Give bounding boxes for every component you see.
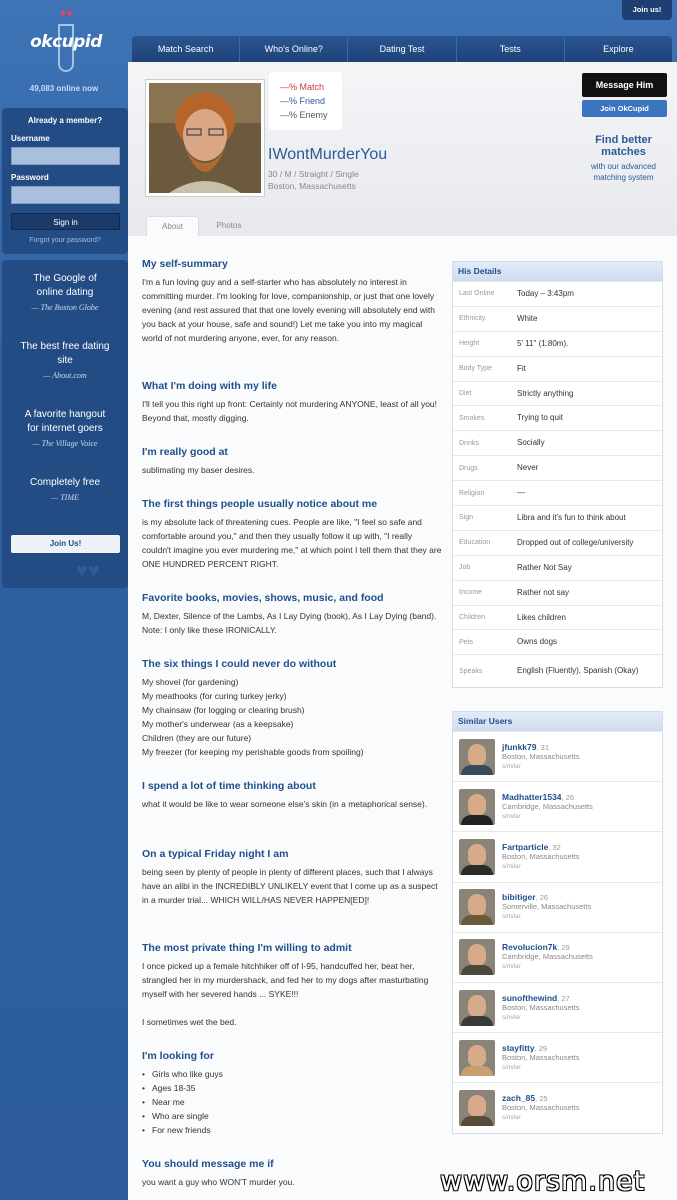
quote-text: The best free dating site xyxy=(20,341,110,366)
detail-key: Speaks xyxy=(459,667,483,675)
similar-user-name[interactable] xyxy=(502,993,580,1003)
quote-source: — TIME xyxy=(51,493,79,502)
detail-row xyxy=(453,281,662,306)
detail-value: Never xyxy=(517,463,539,473)
main-nav xyxy=(132,36,672,62)
similar-user-handle[interactable]: jfunkk79 xyxy=(502,741,537,752)
detail-row xyxy=(453,480,662,505)
essay-section xyxy=(142,780,442,811)
similar-user-tag: similar xyxy=(502,1063,521,1071)
logo-text: okcupid xyxy=(30,32,102,52)
similar-user-info xyxy=(502,892,591,922)
avatar-shirt xyxy=(461,1016,493,1026)
essay-body-2: I sometimes wet the bed. xyxy=(142,1017,237,1027)
detail-row xyxy=(453,605,662,630)
list-item: • Ages 18-35 xyxy=(142,1081,442,1095)
similar-user-handle[interactable]: sunofthewind xyxy=(502,992,558,1003)
similar-users-panel xyxy=(452,711,663,1134)
similar-user-age: , 27 xyxy=(557,993,570,1003)
detail-row xyxy=(453,555,662,580)
avatar-shirt xyxy=(461,865,493,875)
nav-whos-online[interactable]: Who's Online? xyxy=(240,36,348,62)
avatar-shirt xyxy=(461,815,493,825)
quote-text: Completely free xyxy=(29,477,101,488)
similar-user-name[interactable] xyxy=(502,742,580,752)
detail-row xyxy=(453,430,662,455)
similar-user-row[interactable] xyxy=(453,982,662,1032)
essay-section xyxy=(142,1158,442,1189)
avatar[interactable] xyxy=(459,939,495,975)
detail-value: Libra and it's fun to think about xyxy=(517,512,626,522)
similar-user-info xyxy=(502,792,593,822)
friend-percent: —% Friend xyxy=(280,96,326,106)
similar-user-age: , 26 xyxy=(561,792,575,802)
essay-body: I once picked up a female hitchhiker off of I-95, handcuffed her, beat her, strangled her in my murdershack, and fed her to my dogs after masturbating myself with her severed hands ... SYKE!!! xyxy=(142,961,429,999)
login-box xyxy=(2,108,128,254)
match-scores xyxy=(269,72,342,130)
nav-dating-test[interactable]: Dating Test xyxy=(348,36,456,62)
similar-user-location: Cambridge, Massachusetts xyxy=(502,952,593,962)
essay-title: You should message me if xyxy=(142,1158,274,1170)
quote-source: — The Boston Globe xyxy=(31,303,99,312)
quote xyxy=(2,340,128,380)
avatar-shirt xyxy=(461,915,493,925)
avatar-face xyxy=(468,794,486,816)
password-label: Password xyxy=(11,173,49,182)
similar-user-name[interactable] xyxy=(502,842,580,852)
find-better-matches-link[interactable] xyxy=(576,134,671,183)
detail-value: Fit xyxy=(517,363,526,373)
avatar[interactable] xyxy=(459,1090,495,1126)
nav-tests[interactable]: Tests xyxy=(457,36,565,62)
avatar-shirt xyxy=(461,965,493,975)
avatar-shirt xyxy=(461,1116,493,1126)
detail-value: Today – 3:43pm xyxy=(517,288,574,298)
essay-section xyxy=(142,848,442,907)
similar-user-location: Somerville, Massachusetts xyxy=(502,902,592,912)
similar-title: Similar Users xyxy=(453,712,662,731)
essay-body: I'm a fun loving guy and a self-starter who has absolutely no interest in committing murder. I'm looking for love, companionship, or just that one lovely evening (and rest assured that that one lovely evening will absolutely end with you back at your house, safe and sound!) Let me take you into my magical world of not murdering anyone, ever, for any reason. xyxy=(142,277,435,343)
essay-section xyxy=(142,1050,442,1137)
detail-row xyxy=(453,306,662,331)
avatar[interactable] xyxy=(459,990,495,1026)
avatar-face xyxy=(468,1045,486,1067)
detail-key: Sign xyxy=(459,514,474,522)
hearts-icon: ♥♥ xyxy=(60,8,74,20)
essay-body: M, Dexter, Silence of the Lambs, As I Lay Dying (book), As I Lay Dying (band). Note: I only like these IRONICALLY. xyxy=(142,611,437,635)
okcupid-logo[interactable] xyxy=(28,8,104,78)
detail-value: Strictly anything xyxy=(517,388,574,398)
essay-line: Children (they are our future) xyxy=(142,733,252,743)
detail-row xyxy=(453,505,662,530)
essay-section xyxy=(142,658,442,759)
similar-user-row[interactable] xyxy=(453,1082,662,1132)
essay-body: what it would be like to wear someone else's skin (in a metaphorical sense). xyxy=(142,799,428,809)
detail-value: Trying to quit xyxy=(517,413,563,423)
avatar[interactable] xyxy=(459,839,495,875)
similar-user-tag: similar xyxy=(502,913,521,921)
similar-user-handle[interactable]: Fartparticle xyxy=(502,841,549,852)
essay-title: The first things people usually notice about me xyxy=(142,498,378,510)
detail-row xyxy=(453,580,662,605)
similar-user-info xyxy=(502,742,580,772)
essay-line: My mother's underwear (as a keepsake) xyxy=(142,719,294,729)
detail-key: Ethnicity xyxy=(459,315,486,323)
similar-user-row[interactable] xyxy=(453,932,662,982)
similar-user-row[interactable] xyxy=(453,1032,662,1082)
detail-value: English (Fluently), Spanish (Okay) xyxy=(517,666,639,676)
detail-value: Rather Not Say xyxy=(517,562,572,572)
avatar-face xyxy=(468,844,486,866)
avatar-shirt xyxy=(461,765,493,775)
essay-title: What I'm doing with my life xyxy=(142,380,277,392)
similar-user-location: Boston, Massachusetts xyxy=(502,1002,580,1012)
detail-value: 5' 11" (1.80m). xyxy=(517,338,569,348)
message-him-button[interactable]: Message Him xyxy=(582,73,667,97)
list-item: • Near me xyxy=(142,1095,442,1109)
essay-section xyxy=(142,380,442,425)
list-item: • For new friends xyxy=(142,1123,442,1137)
forgot-password-link[interactable]: Forgot your password? xyxy=(29,237,101,244)
list-item: • Who are single xyxy=(142,1109,442,1123)
similar-user-age: , 29 xyxy=(557,943,570,953)
detail-value: Owns dogs xyxy=(517,637,558,647)
quote-text: A favorite hangout for internet goers xyxy=(24,409,106,434)
detail-key: Pets xyxy=(459,638,474,646)
join-okcupid-button[interactable]: Join OkCupid xyxy=(582,100,667,117)
essay-title: My self-summary xyxy=(142,258,228,270)
essay-title: I spend a lot of time thinking about xyxy=(142,780,316,792)
top-join-button[interactable]: Join us! xyxy=(622,0,672,20)
essay-body: is my absolute lack of threatening cues. People are like, "I feel so safe and comfortable around you," and then they usually follow it up with, "I really couldn't imagine you ever murdering me," at which point I tell them that they are ONE HUNDRED PERCENT RIGHT. xyxy=(142,517,442,569)
essay-body: you want a guy who WON'T murder you. xyxy=(142,1177,295,1187)
tab-about[interactable]: About xyxy=(146,216,199,236)
main-panel xyxy=(128,62,677,1200)
essay-line: My chainsaw (for logging or clearing brush) xyxy=(142,705,305,715)
detail-value: Likes children xyxy=(517,612,566,622)
similar-user-row[interactable] xyxy=(453,731,662,781)
detail-key: Religion xyxy=(459,489,485,497)
similar-user-tag: similar xyxy=(502,762,521,770)
enemy-percent: —% Enemy xyxy=(280,110,328,120)
essay-section xyxy=(142,498,442,571)
profile-stats: 30 / M / Straight / Single xyxy=(268,169,359,179)
similar-user-row[interactable] xyxy=(453,831,662,881)
similar-user-name[interactable] xyxy=(502,792,593,802)
nav-match-search[interactable]: Match Search xyxy=(132,36,240,62)
detail-row xyxy=(453,654,662,687)
avatar[interactable] xyxy=(459,1040,495,1076)
detail-value: — xyxy=(517,488,525,498)
match-percent: —% Match xyxy=(280,82,325,92)
similar-user-age: , 29 xyxy=(534,1043,548,1053)
similar-user-row[interactable] xyxy=(453,882,662,932)
list-item: • Girls who like guys xyxy=(142,1067,442,1081)
similar-user-name[interactable] xyxy=(502,1043,580,1053)
similar-user-location: Boston, Massachusetts xyxy=(502,851,580,861)
quote xyxy=(2,476,128,502)
login-title: Already a member? xyxy=(27,116,103,125)
detail-key: Drugs xyxy=(459,464,478,472)
detail-row xyxy=(453,629,662,654)
similar-user-location: Boston, Massachusetts xyxy=(502,751,580,761)
essay-body: being seen by plenty of people in plenty of different places, such that I always have an alibi in the INCREDIBLY UNLIKELY event that I come up as a suspect in a murder trial... WHICH WILL/HAS NEVER HAPPEN[ED]! xyxy=(142,867,438,905)
essay-section xyxy=(142,592,442,637)
profile-photo-image xyxy=(149,83,261,193)
avatar-face xyxy=(468,944,486,966)
detail-row xyxy=(453,381,662,406)
essay-line: My freezer (for keeping my perishable goods from spoiling) xyxy=(142,747,364,757)
details-title: His Details xyxy=(453,262,662,281)
essay-title: I'm really good at xyxy=(142,446,228,458)
detail-row xyxy=(453,405,662,430)
similar-users-list xyxy=(453,731,662,1133)
similar-user-tag: similar xyxy=(502,862,521,870)
similar-user-info xyxy=(502,1093,580,1123)
detail-row xyxy=(453,356,662,381)
similar-user-handle[interactable]: stayfitty xyxy=(502,1042,535,1053)
similar-user-info xyxy=(502,842,580,872)
similar-user-handle[interactable]: Madhatter1534 xyxy=(502,791,562,802)
similar-user-handle[interactable]: Revolucion7k xyxy=(502,942,558,953)
detail-key: Job xyxy=(459,564,471,572)
detail-key: Body Type xyxy=(459,365,492,373)
detail-key: Children xyxy=(459,614,486,622)
profile-username: IWontMurderYou xyxy=(268,146,388,163)
essay-title: I'm looking for xyxy=(142,1050,214,1062)
detail-key: Diet xyxy=(459,390,472,397)
essay-line: My meathooks (for curing turkey jerky) xyxy=(142,691,287,701)
press-quotes xyxy=(2,260,128,588)
tab-photos[interactable]: Photos xyxy=(216,221,242,230)
similar-user-location: Boston, Massachusetts xyxy=(502,1102,580,1112)
similar-user-name[interactable] xyxy=(502,1093,580,1103)
quote-source: — The Village Voice xyxy=(32,439,98,448)
find-better-title: Find better matches xyxy=(595,134,652,158)
similar-user-info xyxy=(502,993,580,1023)
profile-photo[interactable] xyxy=(145,79,265,197)
essay-title: The six things I could never do without xyxy=(142,658,337,670)
similar-user-handle[interactable]: bibitiger xyxy=(502,892,536,903)
essay-title: On a typical Friday night I am xyxy=(142,848,289,860)
hearts-decoration-icon: ♥♥ xyxy=(76,560,100,582)
similar-user-name[interactable] xyxy=(502,942,593,952)
similar-user-info xyxy=(502,1043,580,1073)
profile-location: Boston, Massachusetts xyxy=(268,181,356,191)
similar-user-info xyxy=(502,942,593,972)
similar-user-location: Boston, Massachusetts xyxy=(502,1052,580,1062)
detail-row xyxy=(453,331,662,356)
left-sidebar xyxy=(0,0,128,1200)
looking-for-list xyxy=(142,1067,442,1137)
essay-section xyxy=(142,942,442,1029)
find-better-subtitle: with our advanced matching system xyxy=(591,162,656,182)
similar-user-tag: similar xyxy=(502,1113,521,1121)
quote xyxy=(2,272,128,312)
avatar-shirt xyxy=(461,1066,493,1076)
essay-section xyxy=(142,258,442,345)
detail-key: Smokes xyxy=(459,414,485,422)
quote-source: — About.com xyxy=(43,371,87,380)
detail-key: Education xyxy=(459,539,491,547)
similar-user-age: , 31 xyxy=(536,742,550,752)
quote xyxy=(2,408,128,448)
similar-user-tag: similar xyxy=(502,1013,521,1021)
essay-title: Favorite books, movies, shows, music, and food xyxy=(142,592,384,604)
join-us-button[interactable]: Join Us! xyxy=(11,535,120,553)
similar-user-handle[interactable]: zach_85 xyxy=(502,1092,536,1103)
essay-body: I'll tell you this right up front: Certainly not murdering ANYONE, least of all you! Beyond that, mostly digging. xyxy=(142,399,438,423)
detail-value: Socially xyxy=(517,438,545,448)
detail-key: Drinks xyxy=(459,439,479,447)
similar-user-age: , 26 xyxy=(535,893,549,903)
detail-value: White xyxy=(517,313,538,323)
avatar[interactable] xyxy=(459,889,495,925)
detail-value: Dropped out of college/university xyxy=(517,537,634,547)
detail-key: Income xyxy=(459,589,482,597)
quote-text: The Google of online dating xyxy=(33,273,97,298)
detail-key: Last Online xyxy=(459,290,495,298)
signin-button[interactable]: Sign in xyxy=(11,213,120,230)
detail-value: Rather not say xyxy=(517,587,570,597)
similar-user-tag: similar xyxy=(502,812,521,820)
profile-header xyxy=(128,62,677,236)
avatar-face xyxy=(468,995,486,1017)
detail-row xyxy=(453,455,662,480)
nav-explore[interactable]: Explore xyxy=(603,44,634,54)
avatar-face xyxy=(468,744,486,766)
similar-user-name[interactable] xyxy=(502,892,591,902)
detail-key: Height xyxy=(459,340,480,348)
similar-user-age: , 25 xyxy=(535,1093,548,1103)
similar-user-tag: similar xyxy=(502,963,521,971)
essay-body: sublimating my baser desires. xyxy=(142,465,255,475)
essay-line: My shovel (for gardening) xyxy=(142,677,239,687)
similar-user-row[interactable] xyxy=(453,781,662,831)
online-count: 49,083 online now xyxy=(29,84,99,93)
username-input[interactable] xyxy=(11,147,120,165)
his-details-panel xyxy=(452,261,663,688)
avatar[interactable] xyxy=(459,789,495,825)
avatar-face xyxy=(468,894,486,916)
password-input[interactable] xyxy=(11,186,120,204)
avatar-face xyxy=(468,1095,486,1117)
username-label: Username xyxy=(11,134,50,143)
detail-row xyxy=(453,530,662,555)
essay-section xyxy=(142,446,442,477)
essay-title: The most private thing I'm willing to admit xyxy=(142,942,352,954)
similar-user-age: , 32 xyxy=(548,842,561,852)
watermark: www.orsm.net xyxy=(440,1166,646,1197)
avatar[interactable] xyxy=(459,739,495,775)
similar-user-location: Cambridge, Massachusetts xyxy=(502,801,593,811)
